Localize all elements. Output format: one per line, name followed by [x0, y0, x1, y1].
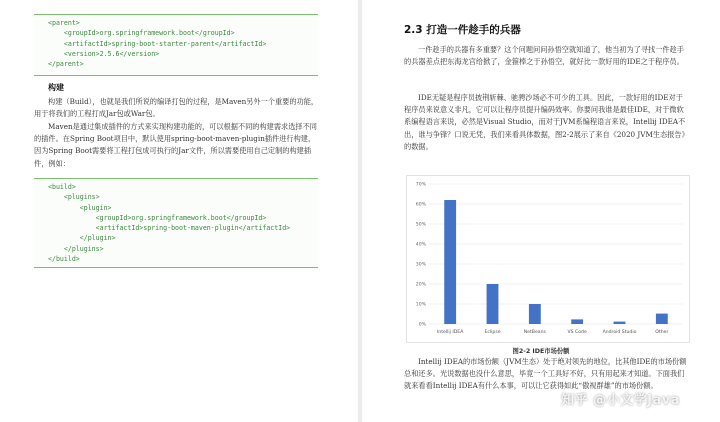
code-line: <parent> — [48, 19, 80, 27]
code-line: </plugin> — [48, 234, 116, 243]
figure-caption: 图2-2 IDE市场份额 — [512, 348, 570, 355]
code-line: </plugins> — [48, 244, 104, 253]
chart-svg — [407, 176, 689, 342]
y-tick-label: 10% — [415, 302, 426, 308]
build-paragraph: 构建（Build），也就是我们所说的编译打包的过程，是Maven另外一个重要的功能，用于将我们的工程打成Jar包或War包。 — [34, 97, 319, 119]
bar — [529, 304, 541, 324]
zhihu-watermark: 知乎 @小文学Java — [561, 393, 680, 408]
maven-plugin-paragraph: Maven是通过集成插件的方式来实现构建功能的，可以根据不同的构建需求选择不同的插件。在Spring Boot项目中，默认使用spring-boot-maven-plugin插件进行构建，因为Spring Boot需要将工程打包成可执行的Jar文件，所以需要使用自己定制的构建插件，例如： — [34, 122, 317, 168]
y-tick-label: 50% — [415, 222, 426, 228]
code-line: </parent> — [48, 60, 84, 69]
code-line: <groupId>org.springframework.boot</groupId> — [48, 29, 235, 38]
build-heading: 构建 — [48, 83, 64, 92]
x-tick-label: Android Studio — [602, 330, 637, 335]
parent-code-block — [34, 14, 318, 76]
bar — [656, 314, 668, 324]
code-line: <plugin> — [48, 203, 112, 212]
right-page — [362, 0, 720, 422]
y-tick-label: 70% — [415, 182, 426, 188]
x-tick-label: Eclipse — [484, 330, 501, 335]
code-line: <build> — [48, 183, 76, 191]
y-tick-label: 0% — [418, 322, 426, 328]
bar — [571, 319, 583, 324]
bar — [444, 200, 456, 324]
code-line: <artifactId>spring-boot-starter-parent</artifactId> — [48, 39, 267, 48]
y-tick-label: 60% — [415, 202, 426, 208]
code-line: <artifactId>spring-boot-maven-plugin</artifactId> — [48, 224, 291, 233]
bar — [614, 322, 626, 324]
ide-market-share-chart — [406, 175, 690, 343]
section-title: 2.3 打造一件趁手的兵器 — [404, 24, 521, 36]
build-code-block — [34, 178, 318, 268]
conclusion-paragraph: Intellij IDEA的市场份额（JVM生态）处于绝对领先的地位，比其他IDE的市场份额总和还多。光说数据也没什么意思，毕竟一个工具好不好，只有用起来才知道。下面我们就来看看Intellij IDEA有什么本事，可以让它获得如此“傲视群雄”的市场份额。 — [404, 357, 687, 391]
code-line: <plugins> — [48, 193, 100, 202]
x-tick-label: Other — [655, 330, 669, 335]
y-tick-label: 20% — [415, 282, 426, 288]
x-tick-label: Intellij IDEA — [436, 330, 464, 335]
left-page — [0, 0, 358, 422]
code-line: </build> — [48, 255, 80, 264]
code-line: <groupId>org.springframework.boot</groupId> — [48, 213, 267, 222]
y-tick-label: 40% — [415, 242, 426, 248]
weapon-paragraph: 一件趁手的兵器有多重要？这个问题问问孙悟空就知道了，他当初为了寻找一件趁手的兵器差点把东海龙宫给掀了，金箍棒之于孙悟空，就好比一款好用的IDE之于程序员。 — [404, 45, 684, 67]
x-tick-label: VS Code — [567, 330, 587, 335]
code-line: <version>2.5.6</version> — [48, 49, 160, 58]
y-tick-label: 30% — [415, 262, 426, 268]
bar — [487, 284, 499, 324]
ide-paragraph: IDE无疑是程序员披荆斩棘、驰骋沙场必不可少的工具。因此，一款好用的IDE对于程序员来说意义非凡，它可以让程序员提升编码效率。你要问我谁是最佳IDE，对于微软系编程语言来说，必然是Visual Studio，而对于JVM系编程语言来说，Intellij IDEA不出，谁与争锋？口说无凭，我们来看具体数据，图2-2展示了来自《2020 JVM生态报告》的数据。 — [404, 93, 686, 151]
x-tick-label: NetBeans — [523, 330, 546, 335]
